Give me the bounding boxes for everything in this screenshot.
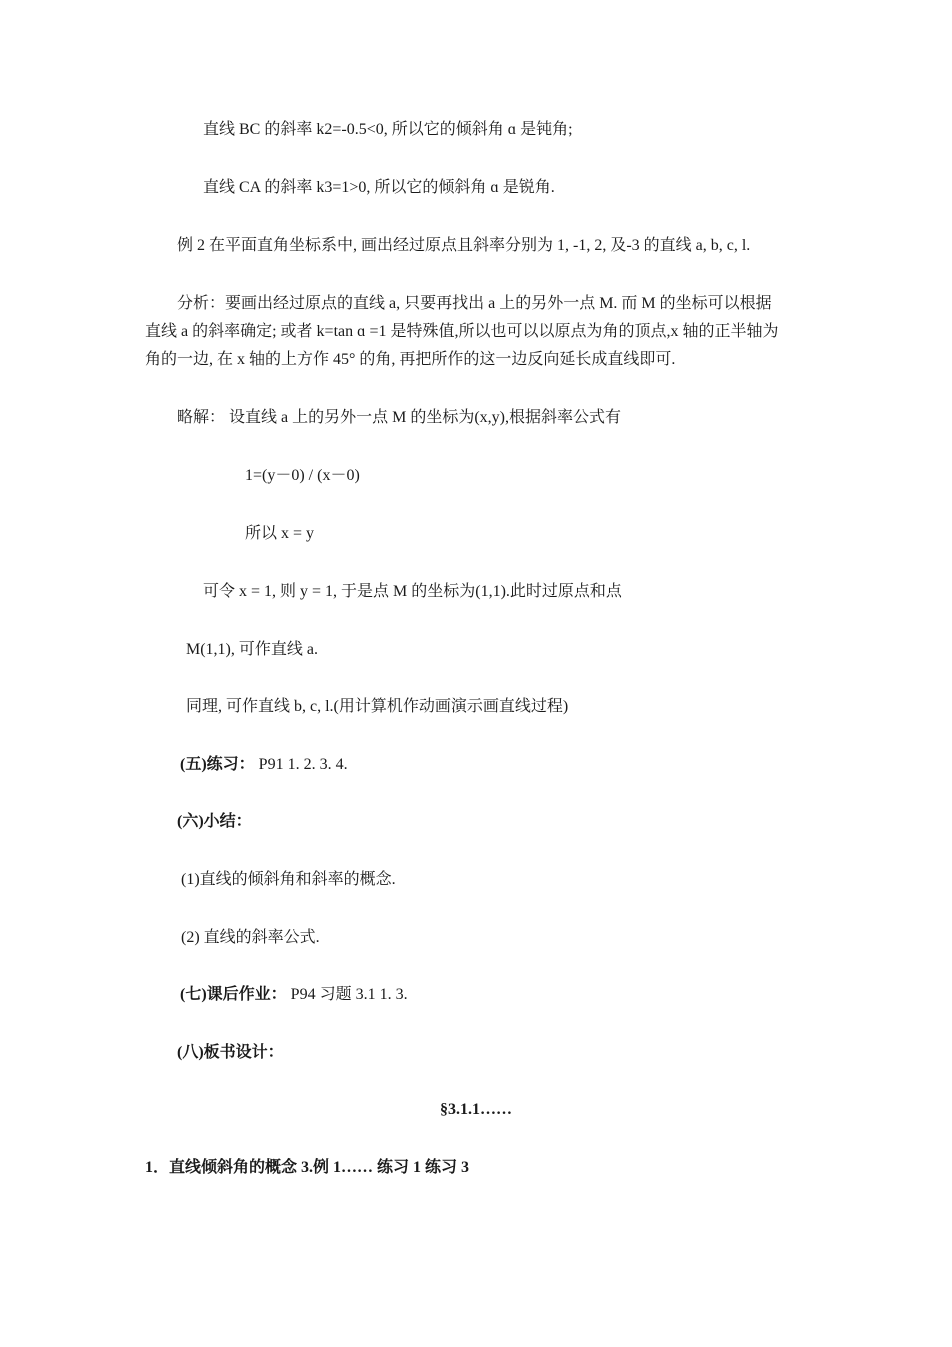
summary-heading: (六)小结：: [177, 813, 252, 830]
slope-bc-line: 直线 BC 的斜率 k2=-0.5<0, 所以它的倾斜角 ɑ 是钝角;: [203, 121, 573, 138]
example-2: 例 2 在平面直角坐标系中, 画出经过原点且斜率分别为 1, -1, 2, 及-3 的直线 a, b, c, l.: [177, 237, 751, 254]
slope-ca-line: 直线 CA 的斜率 k3=1>0, 所以它的倾斜角 ɑ 是锐角.: [203, 179, 555, 196]
summary-item-2: (2) 直线的斜率公式.: [181, 929, 320, 946]
board-design-heading: (八)板书设计：: [177, 1044, 284, 1061]
let-line: 可令 x = 1, 则 y = 1, 于是点 M 的坐标为(1,1).此时过原点和点: [203, 583, 622, 600]
analysis-line-1: 分析：要画出经过原点的直线 a, 只要再找出 a 上的另外一点 M. 而 M 的坐标可以根据: [177, 295, 772, 312]
summary-item-1: (1)直线的倾斜角和斜率的概念.: [181, 871, 396, 888]
practice-content: P91 1. 2. 3. 4.: [258, 756, 348, 773]
homework-section: [180, 985, 408, 1005]
point-m-line: M(1,1), 可作直线 a.: [186, 641, 318, 658]
board-title: §3.1.1……: [440, 1101, 512, 1118]
practice-heading: (五)练习：: [180, 756, 255, 773]
formula-line: 1=(y－0) / (x－0): [245, 467, 360, 484]
board-row: 1．直线倾斜角的概念 3.例 1…… 练习 1 练习 3: [145, 1159, 470, 1176]
brief-solution: 略解： 设直线 a 上的另外一点 M 的坐标为(x,y),根据斜率公式有: [177, 409, 621, 426]
similarly-line: 同理, 可作直线 b, c, l.(用计算机作动画演示画直线过程): [186, 698, 569, 715]
homework-content: P94 习题 3.1 1. 3.: [290, 986, 408, 1003]
homework-heading: (七)课后作业：: [180, 986, 287, 1003]
practice-section: [180, 755, 348, 775]
analysis-line-2: 直线 a 的斜率确定; 或者 k=tan ɑ =1 是特殊值,所以也可以以原点为角的顶点,x 轴的正半轴为: [145, 323, 779, 340]
so-line: 所以 x = y: [245, 525, 315, 542]
analysis-line-3: 角的一边, 在 x 轴的上方作 45° 的角, 再把所作的这一边反向延长成直线即可.: [145, 351, 676, 368]
